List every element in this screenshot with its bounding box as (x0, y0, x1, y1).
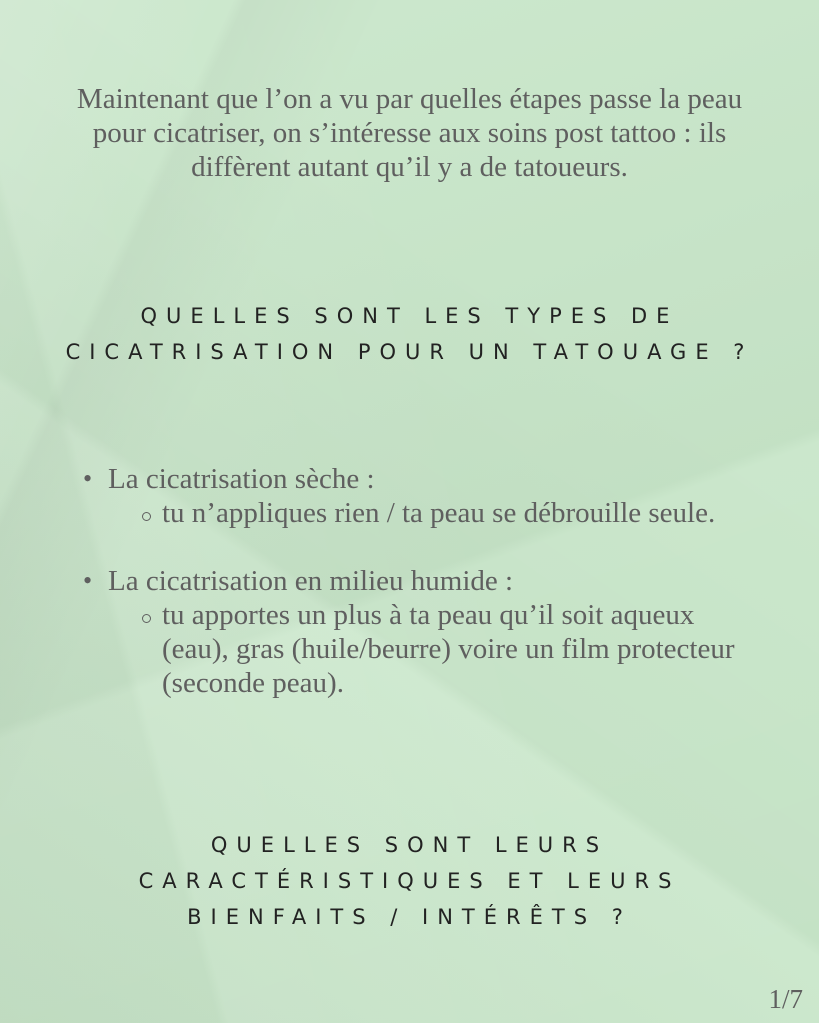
heading-line: CICATRISATION POUR UN TATOUAGE ? (65, 340, 754, 364)
list-item-label: La cicatrisation en milieu humide : (108, 565, 514, 597)
heading-line: QUELLES SONT LEURS (210, 833, 609, 857)
list-item-dry-healing (108, 462, 748, 530)
page-number: 1/7 (768, 984, 803, 1014)
intro-paragraph: Maintenant que l’on a vu par quelles étapes passe la peau pour cicatriser, on s’intéresse aux soins post tattoo : ils diffèrent autant qu’il y a de tatoueurs. (76, 83, 743, 183)
list-item-moist-healing (108, 564, 748, 700)
sub-list (108, 496, 748, 530)
sub-list-item: tu n’appliques rien / ta peau se débrouille seule. (162, 496, 748, 530)
sub-list-item: tu apportes un plus à ta peau qu’il soit aqueux (eau), gras (huile/beurre) voire un film protecteur (seconde peau). (162, 598, 748, 700)
section-heading-characteristics (20, 827, 799, 935)
heading-line: QUELLES SONT LES TYPES DE (140, 304, 679, 328)
section-heading-cicatrisation-types (20, 298, 799, 370)
cicatrisation-list (108, 462, 748, 734)
heading-line: CARACTÉRISTIQUES ET LEURS (138, 869, 681, 893)
list-item-label: La cicatrisation sèche : (108, 463, 375, 495)
sub-list (108, 598, 748, 700)
heading-line: BIENFAITS / INTÉRÊTS ? (187, 905, 632, 929)
